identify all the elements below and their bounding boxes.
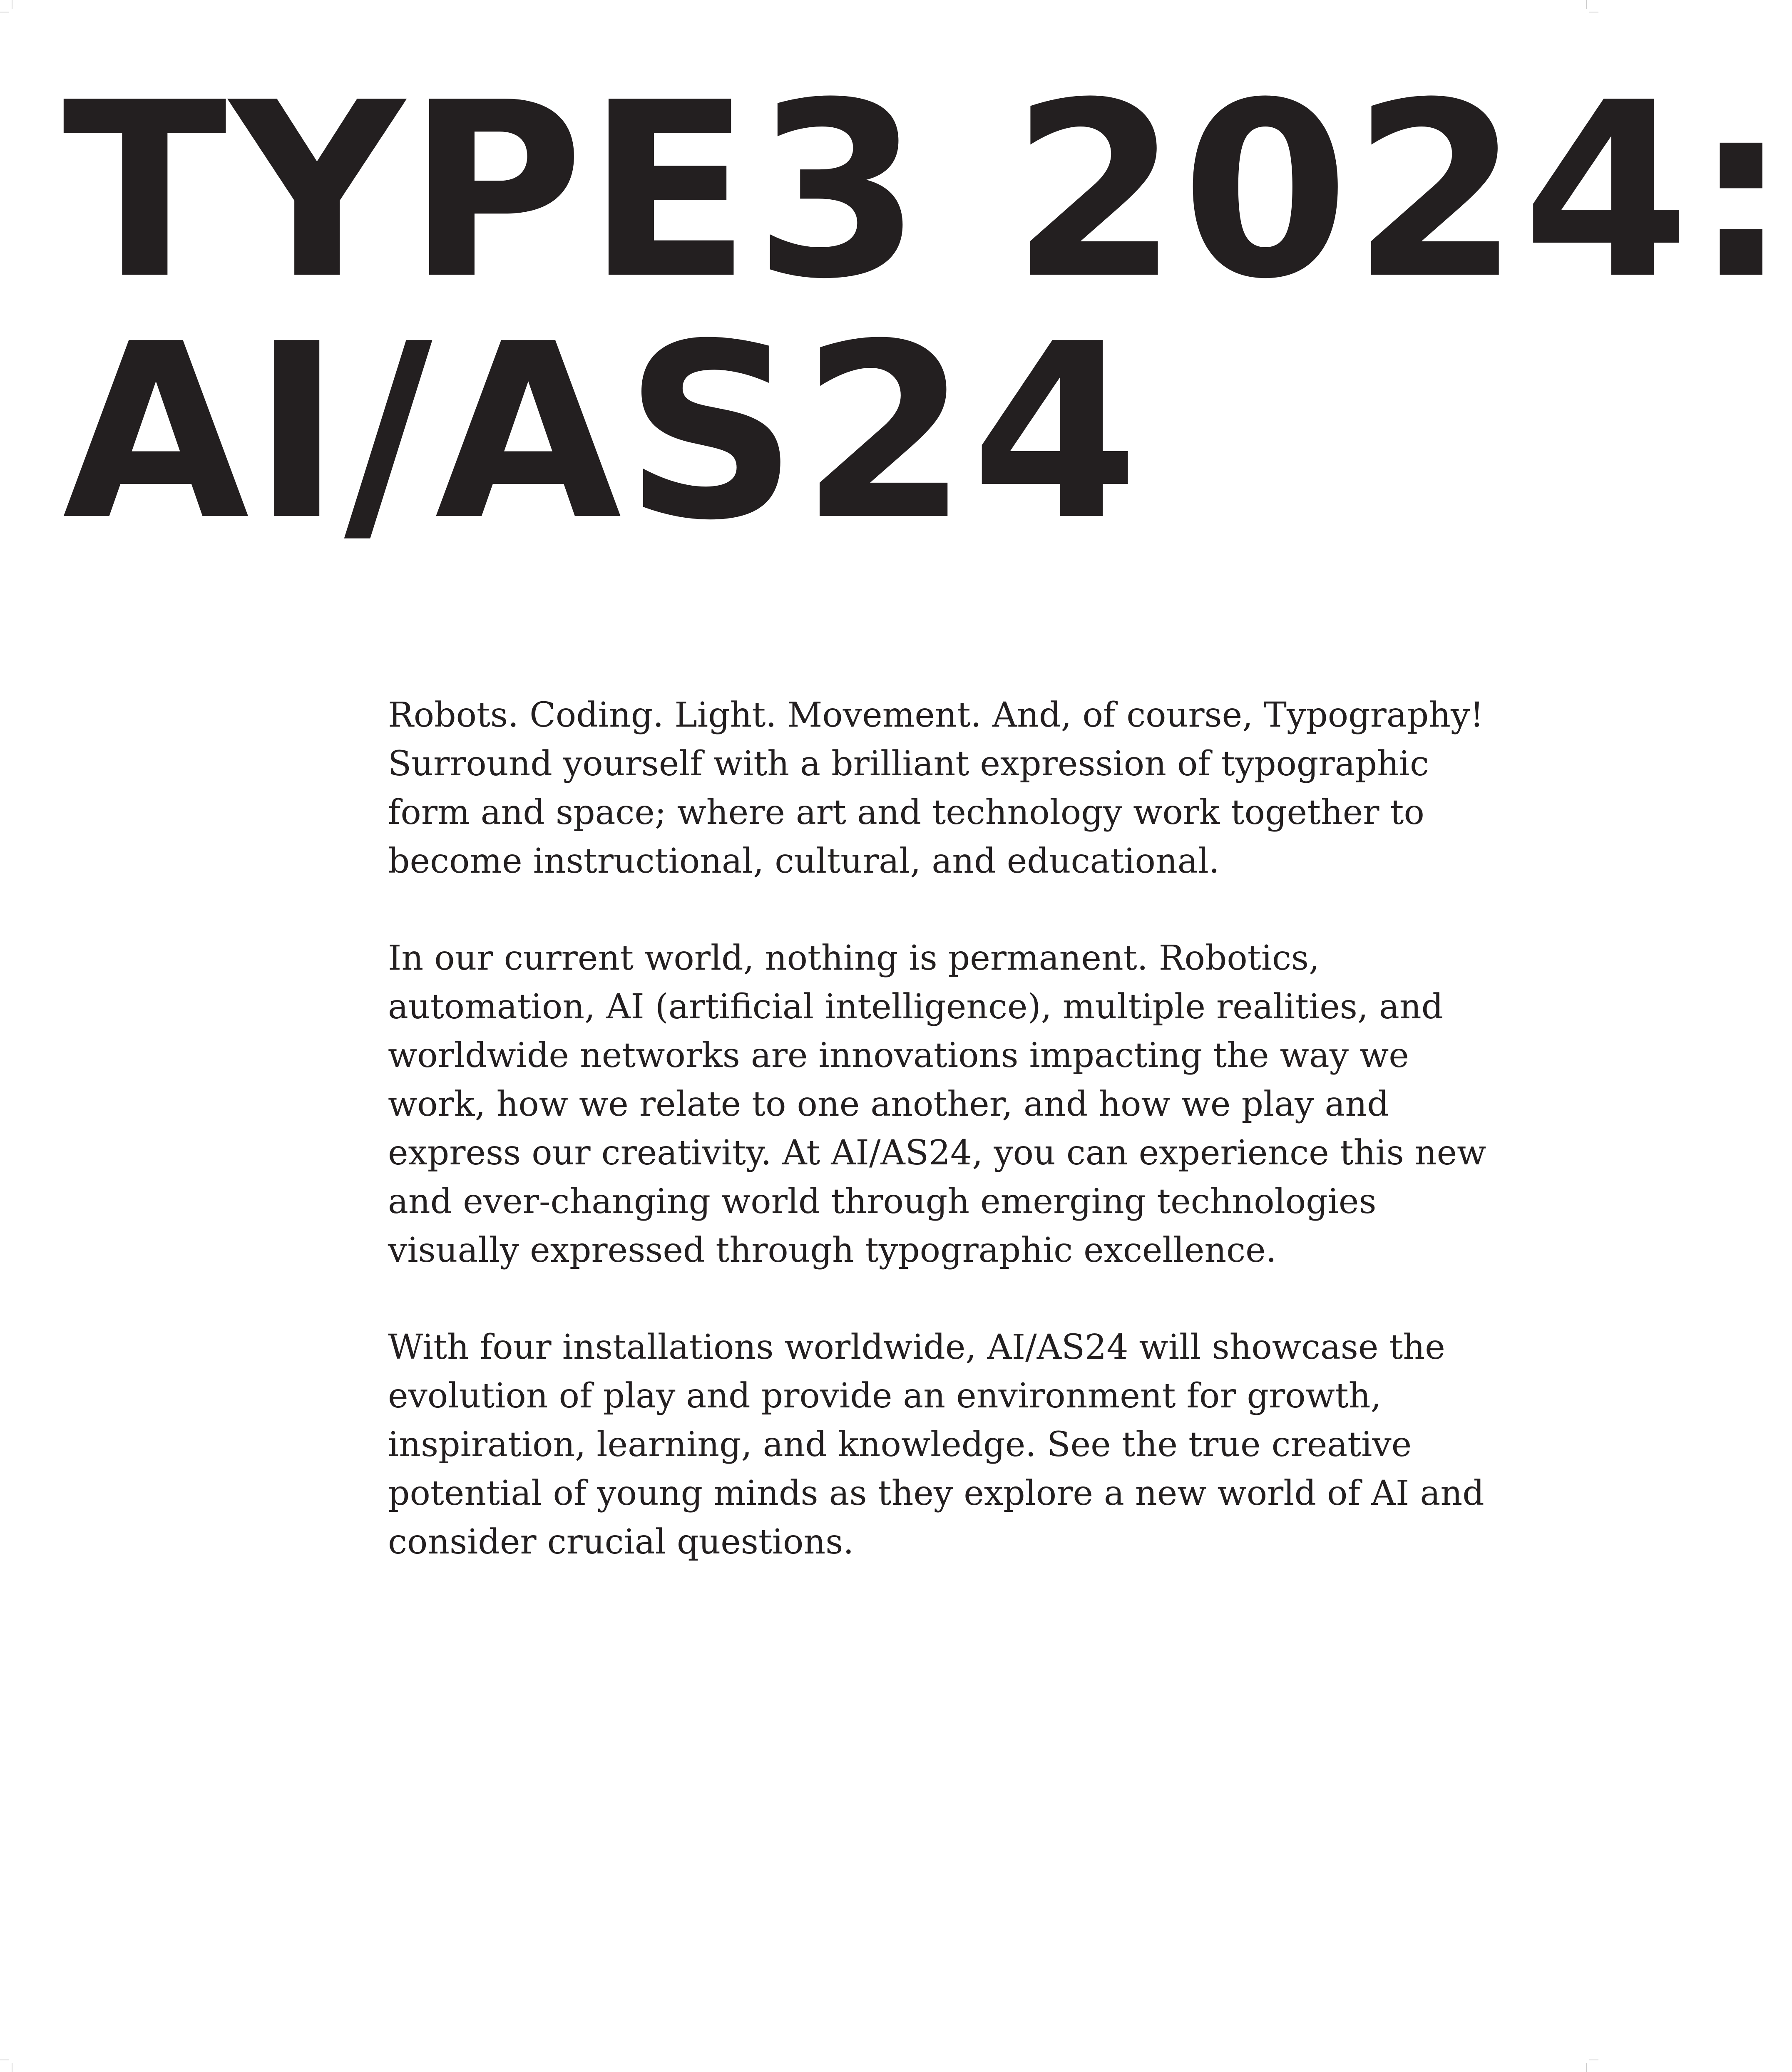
crop-mark xyxy=(1586,2063,1587,2072)
body-paragraph-world: In our current world, nothing is permanent. Robotics, automation, AI (artificial intelligence), multiple realities, and worldwide networks are innovations impacting the way we work, how we relate to one another, and how we play and express our creativity. At AI/AS24, you can experience this new and ever-changing world through emerging technologies visually expressed through typographic excellence. xyxy=(388,938,1486,1270)
headline xyxy=(62,51,1792,573)
headline-line-2: AI/AS24 xyxy=(62,292,1142,573)
body-copy xyxy=(388,691,1487,1615)
body-paragraph-intro: Robots. Coding. Light. Movement. And, of course, Typography! Surround yourself with a brilliant expression of typographic form and space; where art and technology work together to become instructional, cultural, and educational. xyxy=(388,695,1484,881)
headline-line-1: TYPE3 2024: xyxy=(62,51,1792,332)
crop-mark xyxy=(1586,0,1587,9)
body-paragraph-installations: With four installations worldwide, AI/AS24 will showcase the evolution of play and provide an environment for growth, inspiration, learning, and knowledge. See the true creative potential of young minds as they explore a new world of AI and consider crucial questions. xyxy=(388,1328,1484,1562)
